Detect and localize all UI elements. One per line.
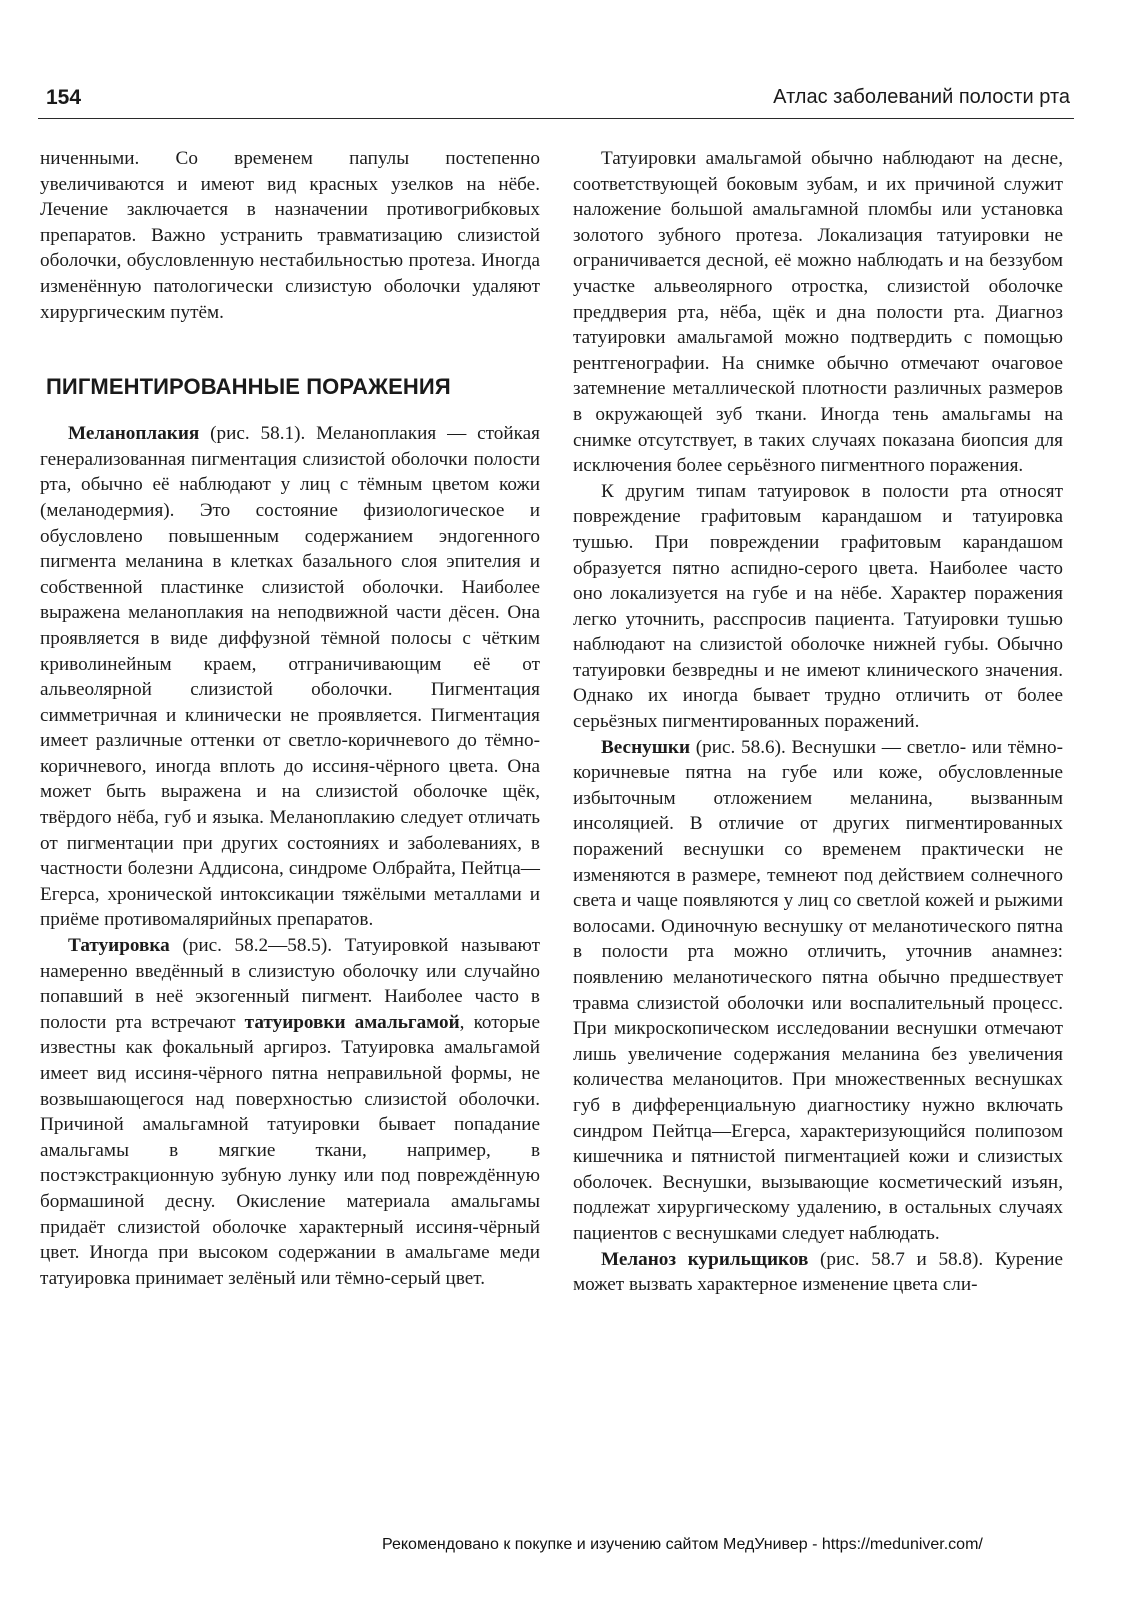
section-heading: ПИГМЕНТИРОВАННЫЕ ПОРАЖЕНИЯ [46, 374, 451, 400]
term-tattoo: Татуировка [68, 935, 170, 957]
page-number: 154 [46, 86, 82, 109]
paragraph-smoker-melanosis [573, 1247, 1063, 1298]
paragraph-text: (рис. 58.2—58.5). Татуировкой называют намеренно введённый в слизистую оболочку или случайно попавший в неё экзогенный пигмент. Наиболее часто в полости рта встречают [40, 935, 540, 1033]
paragraph-melanoplakia [40, 421, 540, 933]
paragraph-text: (рис. 58.1). Меланоплакия — стойкая генерализованная пигментация слизистой оболочки полости рта, обычно её наблюдают у лиц с тёмным цветом кожи (меланодермия). Это состояние физиологическое и обусловлено повышенным содержанием эндогенного пигмента меланина в клетках базального слоя эпителия и собственной пластинке слизистой оболочки. Наиболее выражена меланоплакия на неподвижной части дёсен. Она проявляется в виде диффузной тёмной полосы с чётким криволинейным краем, отграничивающим её от альвеолярной слизистой оболочки. Пигментация симметричная и клинически не проявляется. Пигментация имеет различные оттенки от светло-коричневого до тёмно-коричневого, иногда вплоть до иссиня-чёрного цвета. Она может быть выражена и на слизистой оболочке щёк, твёрдого нёба, губ и языка. Меланоплакию следует отличать от пигментации при других состояниях и заболеваниях, в частности болезни Аддисона, синдроме Олбрайта, Пейтца—Егерса, хронической интоксикации тяжёлыми металлами и приёме противомалярийных препаратов. [40, 423, 540, 931]
paragraph-text: (рис. 58.6). Веснушки — светло- или тёмно-коричневые пятна на губе или коже, обусловленные избыточным отложением меланина, вызванным инсоляцией. В отличие от других пигментированных поражений веснушки со временем практически не изменяются в размере, темнеют под действием солнечного света и чаще появляются у лиц со светлой кожей и рыжими волосами. Одиночную веснушку от меланотического пятна в полости рта можно отличить, уточнив анамнез: появлению меланотического пятна обычно предшествует травма слизистой оболочки или воспалительный процесс. При микроскопическом исследовании веснушки отмечают лишь увеличение содержания меланина без увеличения количества меланоцитов. При множественных веснушках губ в дифференциальную диагностику нужно включать синдром Пейтца—Егерса, характеризующийся полипозом кишечника и пятнистой пигментацией кожи и слизистых оболочек. Веснушки, вызывающие косметический изъян, подлежат хирургическому удалению, в остальных случаях пациентов с веснушками следует наблюдать. [573, 736, 1063, 1244]
page-header [38, 78, 1074, 119]
term-smoker-melanosis: Меланоз курильщиков [601, 1248, 809, 1270]
watermark-footer: Рекомендовано к покупке и изучению сайтом МедУнивер - https://meduniver.com/ [382, 1536, 983, 1553]
paragraph-text: (рис. 58.7 и 58.8). Курение может вызвать характерное изменение цвета сли- [573, 1248, 1064, 1296]
running-title: Атлас заболеваний полости рта [773, 86, 1070, 108]
paragraph: ниченными. Со временем папулы постепенно увеличиваются и имеют вид красных узелков на нёбе. Лечение заключается в назначении противогрибковых препаратов. Важно устранить травматизацию слизистой оболочки, обусловленную нестабильностью протеза. Иногда изменённую патологически слизистую оболочки удаляют хирургическим путём. [40, 148, 540, 323]
paragraph: К другим типам татуировок в полости рта относят повреждение графитовым карандашом и татуировка тушью. При повреждении графитовым карандашом образуется пятно аспидно-серого цвета. Наиболее часто оно локализуется на губе и на нёбе. Характер поражения легко уточнить, расспросив пациента. Татуировки тушью наблюдают на слизистой оболочке нижней губы. Обычно татуировки безвредны и не имеют клинического значения. Однако их иногда бывает трудно отличить от более серьёзных пигментированных поражений. [573, 480, 1063, 733]
right-column [573, 146, 1063, 1298]
paragraph-text: , которые известны как фокальный аргироз. Татуировка амальгамой имеет вид иссиня-чёрного пятна неправильной формы, не возвышающегося над поверхностью слизистой оболочки. Причиной амальгамной татуировки бывает попадание амальгамы в мягкие ткани, например, в постэкстракционную зубную лунку или под повреждённую бормашиной десну. Окисление материала амальгамы придаёт слизистой оболочке характерный иссиня-чёрный цвет. Иногда при высоком содержании в амальгаме меди татуировка принимает зелёный или тёмно-серый цвет. [40, 1011, 540, 1289]
left-column [40, 146, 540, 1291]
paragraph-tattoo [40, 933, 540, 1291]
paragraph: Татуировки амальгамой обычно наблюдают на десне, соответствующей боковым зубам, и их причиной служит наложение большой амальгамной пломбы или установка золотого зубного протеза. Локализация татуировки не ограничивается десной, её можно наблюдать и на беззубом участке альвеолярного отростка, слизистой оболочке преддверия рта, нёба, щёк и дна полости рта. Диагноз татуировки амальгамой можно подтвердить с помощью рентгенографии. На снимке обычно отмечают очаговое затемнение металлической плотности различных размеров в окружающей зуб ткани. Иногда тень амальгамы на снимке отсутствует, в таких случаях показана биопсия для исключения более серьёзного пигментного поражения. [573, 148, 1063, 477]
term-freckles: Веснушки [601, 736, 691, 758]
paragraph-freckles [573, 735, 1063, 1247]
term-amalgam-tattoo: татуировки амальгамой [244, 1011, 460, 1033]
term-melanoplakia: Меланоплакия [68, 423, 200, 445]
